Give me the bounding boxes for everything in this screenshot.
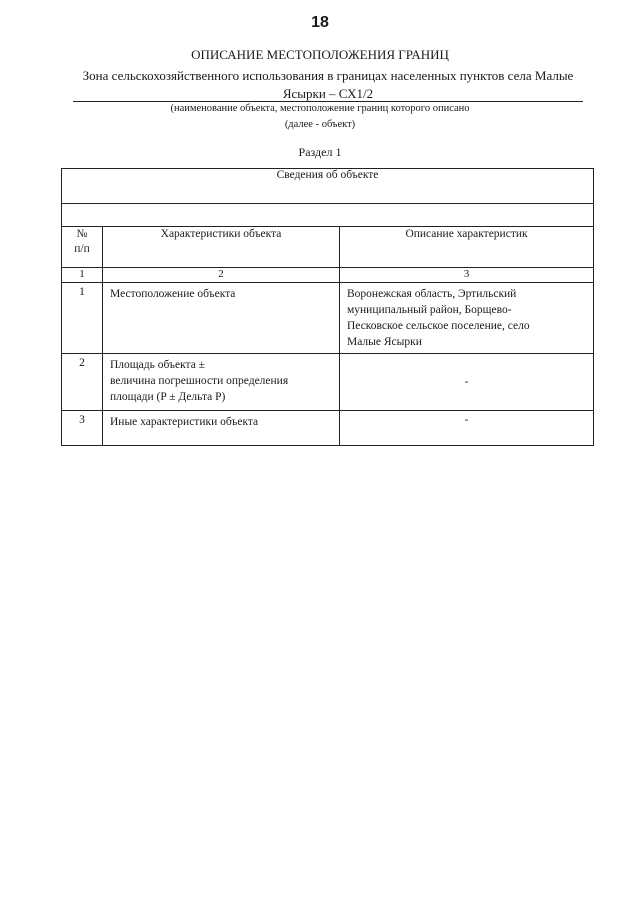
object-info-table xyxy=(61,168,594,446)
row-description xyxy=(340,283,594,354)
object-name-caption: (наименование объекта, местоположение границ которого описано xyxy=(170,103,470,114)
row-characteristic-line: Местоположение объекта xyxy=(110,288,236,300)
table-title-row xyxy=(62,169,594,204)
column-number-1: 1 xyxy=(62,268,103,283)
row-characteristic-line: Иные характеристики объекта xyxy=(110,416,259,428)
table-header-row xyxy=(62,227,594,268)
header-description: Описание характеристик xyxy=(340,227,594,268)
row-description-line: Песковское сельское поселение, село xyxy=(347,320,530,332)
row-characteristic-line: величина погрешности определения xyxy=(110,375,289,387)
row-characteristic xyxy=(103,283,340,354)
row-number: 3 xyxy=(62,411,103,446)
row-description-line: муниципальный район, Борщево- xyxy=(347,304,512,316)
object-abbrev-caption: (далее - объект) xyxy=(284,119,356,130)
page-number: 18 xyxy=(311,14,329,31)
header-characteristic: Характеристики объекта xyxy=(103,227,340,268)
row-characteristic xyxy=(103,354,340,411)
table-blank-cell xyxy=(62,204,594,227)
column-number-3: 3 xyxy=(340,268,594,283)
zone-name-line-2: Ясырки – СХ1/2 xyxy=(282,86,374,101)
row-description-line: Воронежская область, Эртильский xyxy=(347,288,517,300)
section-label: Раздел 1 xyxy=(298,145,342,159)
row-characteristic-line: Площадь объекта ± xyxy=(110,359,205,371)
row-description: - xyxy=(340,354,594,411)
row-description: - xyxy=(340,411,594,446)
header-number xyxy=(62,227,103,268)
table-title: Сведения об объекте xyxy=(62,169,594,204)
table-row xyxy=(62,354,594,411)
row-characteristic-line: площади (P ± Дельта P) xyxy=(110,391,226,403)
row-characteristic xyxy=(103,411,340,446)
row-description-line: Малые Ясырки xyxy=(347,336,422,348)
column-numbers-row xyxy=(62,268,594,283)
column-number-2: 2 xyxy=(103,268,340,283)
header-number-line-1: № xyxy=(76,228,88,240)
table-blank-row xyxy=(62,204,594,227)
row-number: 2 xyxy=(62,354,103,411)
zone-name-underline xyxy=(73,101,583,102)
document-title: ОПИСАНИЕ МЕСТОПОЛОЖЕНИЯ ГРАНИЦ xyxy=(191,47,449,62)
zone-name-line-1: Зона сельскохозяйственного использования в границах населенных пунктов села Малые xyxy=(82,68,574,83)
table-row xyxy=(62,283,594,354)
header-number-line-2: п/п xyxy=(74,243,90,255)
table-row xyxy=(62,411,594,446)
zone-name xyxy=(73,67,583,103)
row-number: 1 xyxy=(62,283,103,354)
